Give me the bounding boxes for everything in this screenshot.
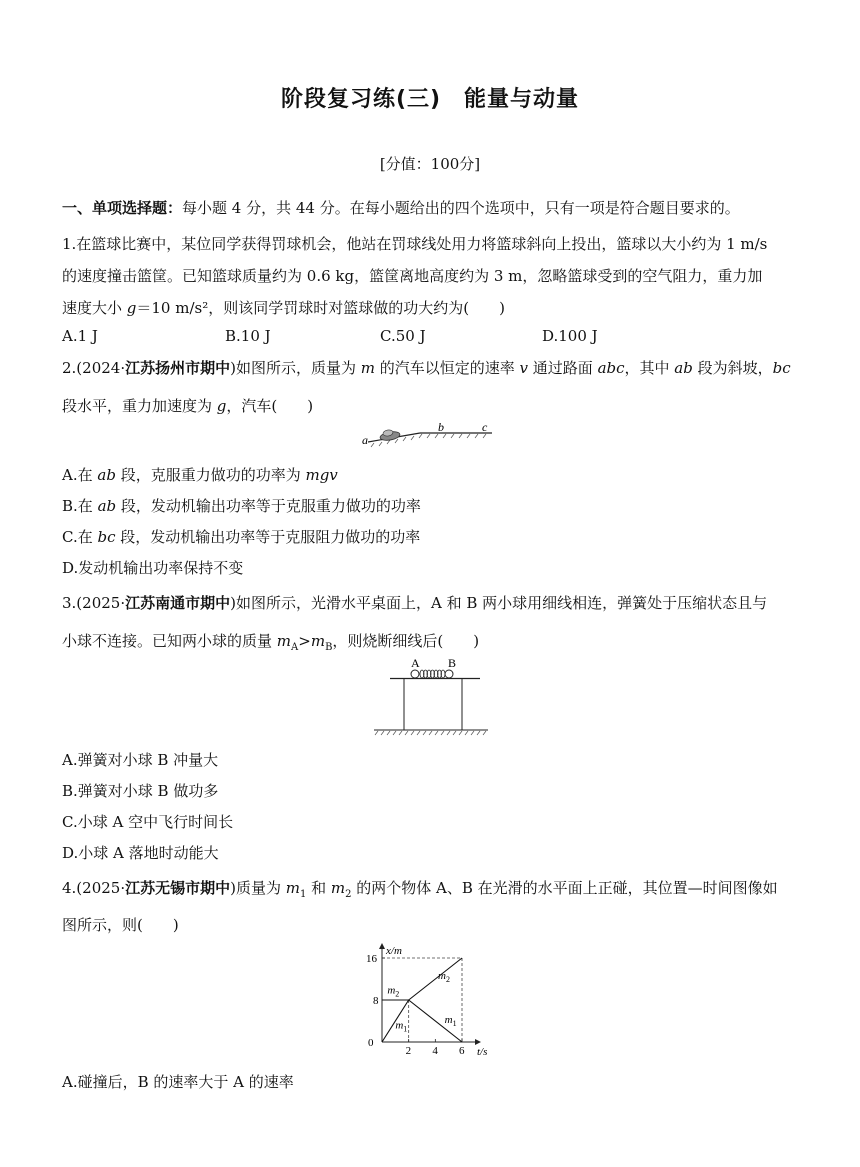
q2-text: 段水平，重力加速度为 bbox=[62, 397, 217, 415]
floor-hatching bbox=[375, 731, 486, 735]
q1-option-d[interactable]: D.100 J bbox=[542, 327, 598, 345]
label-b: b bbox=[438, 420, 444, 434]
q2-text: 的汽车以恒定的速率 bbox=[374, 359, 520, 377]
q3-sub-a: A bbox=[291, 642, 299, 653]
q2-option-a-text: A.在 bbox=[62, 466, 98, 484]
q2-var-m: m bbox=[360, 359, 375, 377]
q4-sub-2: 2 bbox=[345, 889, 352, 900]
section-heading bbox=[62, 198, 740, 218]
q4-num: 4.(2025· bbox=[62, 879, 126, 897]
q2-option-c-var: bc bbox=[97, 528, 116, 546]
q4-source: 江苏无锡市期中 bbox=[125, 879, 231, 897]
q1-line3-text2: ＝10 m/s²，则该同学罚球时对篮球做的功大约为( ) bbox=[136, 299, 505, 317]
series-label-m1-right: $m_1$ bbox=[444, 1014, 457, 1029]
q1-option-a[interactable]: A.1 J bbox=[62, 327, 98, 345]
q2-option-b-var: ab bbox=[97, 497, 117, 515]
q4-text: 的两个物体 A、B 在光滑的水平面上正碰，其位置—时间图像如 bbox=[351, 879, 778, 897]
x-tick-label: 4 bbox=[432, 1045, 438, 1057]
label-ball-a: A bbox=[411, 656, 420, 670]
q2-source: 江苏扬州市期中 bbox=[125, 359, 231, 377]
q2-option-a-var: mgv bbox=[305, 466, 338, 484]
q2-var-ab: ab bbox=[674, 359, 693, 377]
q2-figure-road bbox=[360, 420, 500, 450]
y-axis-label: x/m bbox=[386, 945, 402, 957]
q4-option-a[interactable]: A.碰撞后，B 的速率大于 A 的速率 bbox=[62, 1073, 294, 1091]
q3-line1 bbox=[62, 593, 767, 613]
series-label-m2-right: $m_2$ bbox=[438, 970, 450, 984]
label-ball-b: B bbox=[448, 656, 457, 670]
q2-option-b[interactable] bbox=[62, 496, 421, 516]
q3-text: )如图所示，光滑水平桌面上，A 和 B 两小球用细线相连，弹簧处于压缩状态且与 bbox=[230, 594, 768, 612]
q2-var-g: g bbox=[216, 397, 227, 415]
q2-num: 2.(2024· bbox=[62, 359, 126, 377]
q2-text: ，其中 bbox=[624, 359, 675, 377]
q4-text: 和 bbox=[306, 879, 331, 897]
q2-var-abc: abc bbox=[597, 359, 625, 377]
ball-a bbox=[411, 670, 419, 678]
q1-line2: 的速度撞击篮筐。已知篮球质量约为 0.6 kg，篮筐离地高度约为 3 m，忽略篮球受到的空气阻力，重力加 bbox=[62, 267, 763, 285]
q2-text: 通过路面 bbox=[528, 359, 598, 377]
q3-option-c[interactable]: C.小球 A 空中飞行时间长 bbox=[62, 813, 234, 831]
q3-text: 小球不连接。已知两小球的质量 bbox=[62, 632, 277, 650]
q3-source: 江苏南通市期中 bbox=[125, 594, 231, 612]
q4-var-m: m bbox=[330, 879, 346, 897]
q3-option-a[interactable]: A.弹簧对小球 B 冲量大 bbox=[62, 751, 219, 769]
q2-line2 bbox=[62, 396, 313, 416]
q3-line2 bbox=[62, 631, 479, 658]
q2-option-c[interactable] bbox=[62, 527, 420, 547]
x-tick-label: 6 bbox=[459, 1045, 465, 1057]
q3-sub-b: B bbox=[325, 642, 333, 653]
q2-text: )如图所示，质量为 bbox=[230, 359, 361, 377]
score-label: [分值：100分] bbox=[379, 155, 481, 173]
q3-option-d[interactable]: D.小球 A 落地时动能大 bbox=[62, 844, 219, 862]
q3-var-m: m bbox=[310, 632, 326, 650]
q3-text: ，则烧断细线后( ) bbox=[332, 632, 480, 650]
q2-option-c-text: C.在 bbox=[62, 528, 98, 546]
q3-option-b[interactable]: B.弹簧对小球 B 做功多 bbox=[62, 782, 219, 800]
q4-sub-1: 1 bbox=[299, 889, 307, 900]
q2-text: ，汽车( ) bbox=[226, 397, 314, 415]
label-c: c bbox=[482, 420, 488, 434]
q2-var-bc: bc bbox=[772, 359, 791, 377]
ball-b bbox=[445, 670, 453, 678]
y-tick-label: 16 bbox=[366, 953, 377, 965]
q2-option-b-text: 段，发动机输出功率等于克服重力做功的功率 bbox=[116, 497, 421, 515]
q2-option-d[interactable]: D.发动机输出功率保持不变 bbox=[62, 559, 244, 577]
q3-num: 3.(2025· bbox=[62, 594, 126, 612]
q1-line1: 1.在篮球比赛中，某位同学获得罚球机会，他站在罚球线处用力将篮球斜向上投出，篮球以大小约为 1 m/s bbox=[62, 235, 768, 253]
series-label-m1-left: $m_1$ bbox=[395, 1019, 408, 1034]
q4-line2: 图所示，则( ) bbox=[62, 916, 179, 934]
q1-var-g: g bbox=[126, 299, 137, 317]
q2-var-v: v bbox=[519, 359, 529, 377]
q1-option-c[interactable]: C.50 J bbox=[380, 327, 426, 345]
q2-line1 bbox=[62, 358, 791, 378]
section-title: 一、单项选择题： bbox=[62, 199, 183, 217]
q1-option-b[interactable]: B.10 J bbox=[225, 327, 271, 345]
q2-option-a-text: 段，克服重力做功的功率为 bbox=[115, 466, 306, 484]
origin-label: 0 bbox=[368, 1037, 374, 1049]
q2-option-b-text: B.在 bbox=[62, 497, 98, 515]
q2-option-a[interactable] bbox=[62, 465, 338, 485]
q2-option-a-var: ab bbox=[97, 466, 116, 484]
chart-marks bbox=[366, 953, 465, 1057]
x-axis-label: t/s bbox=[477, 1046, 488, 1058]
q1-line3 bbox=[62, 298, 505, 318]
q2-option-c-text: 段，发动机输出功率等于克服阻力做功的功率 bbox=[115, 528, 421, 546]
q4-line1 bbox=[62, 878, 778, 905]
q4-position-time-chart bbox=[360, 940, 500, 1060]
section-desc: 每小题 4 分，共 44 分。在每小题给出的四个选项中，只有一项是符合题目要求的。 bbox=[182, 199, 740, 217]
series-label-m2-left: $m_2$ bbox=[387, 984, 400, 999]
page-title: 阶段复习练(三) 能量与动量 bbox=[280, 87, 580, 112]
x-tick-label: 2 bbox=[405, 1045, 412, 1057]
q3-var-m: m bbox=[276, 632, 292, 650]
spring-icon bbox=[420, 670, 445, 678]
label-a: a bbox=[362, 433, 368, 447]
q3-gt: > bbox=[298, 632, 311, 650]
q3-figure-table bbox=[370, 656, 492, 740]
q4-var-m: m bbox=[285, 879, 300, 897]
y-tick-label: 8 bbox=[373, 995, 379, 1007]
q2-text: 段为斜坡， bbox=[692, 359, 773, 377]
q4-text: )质量为 bbox=[230, 879, 286, 897]
q1-line3-text: 速度大小 bbox=[62, 299, 127, 317]
